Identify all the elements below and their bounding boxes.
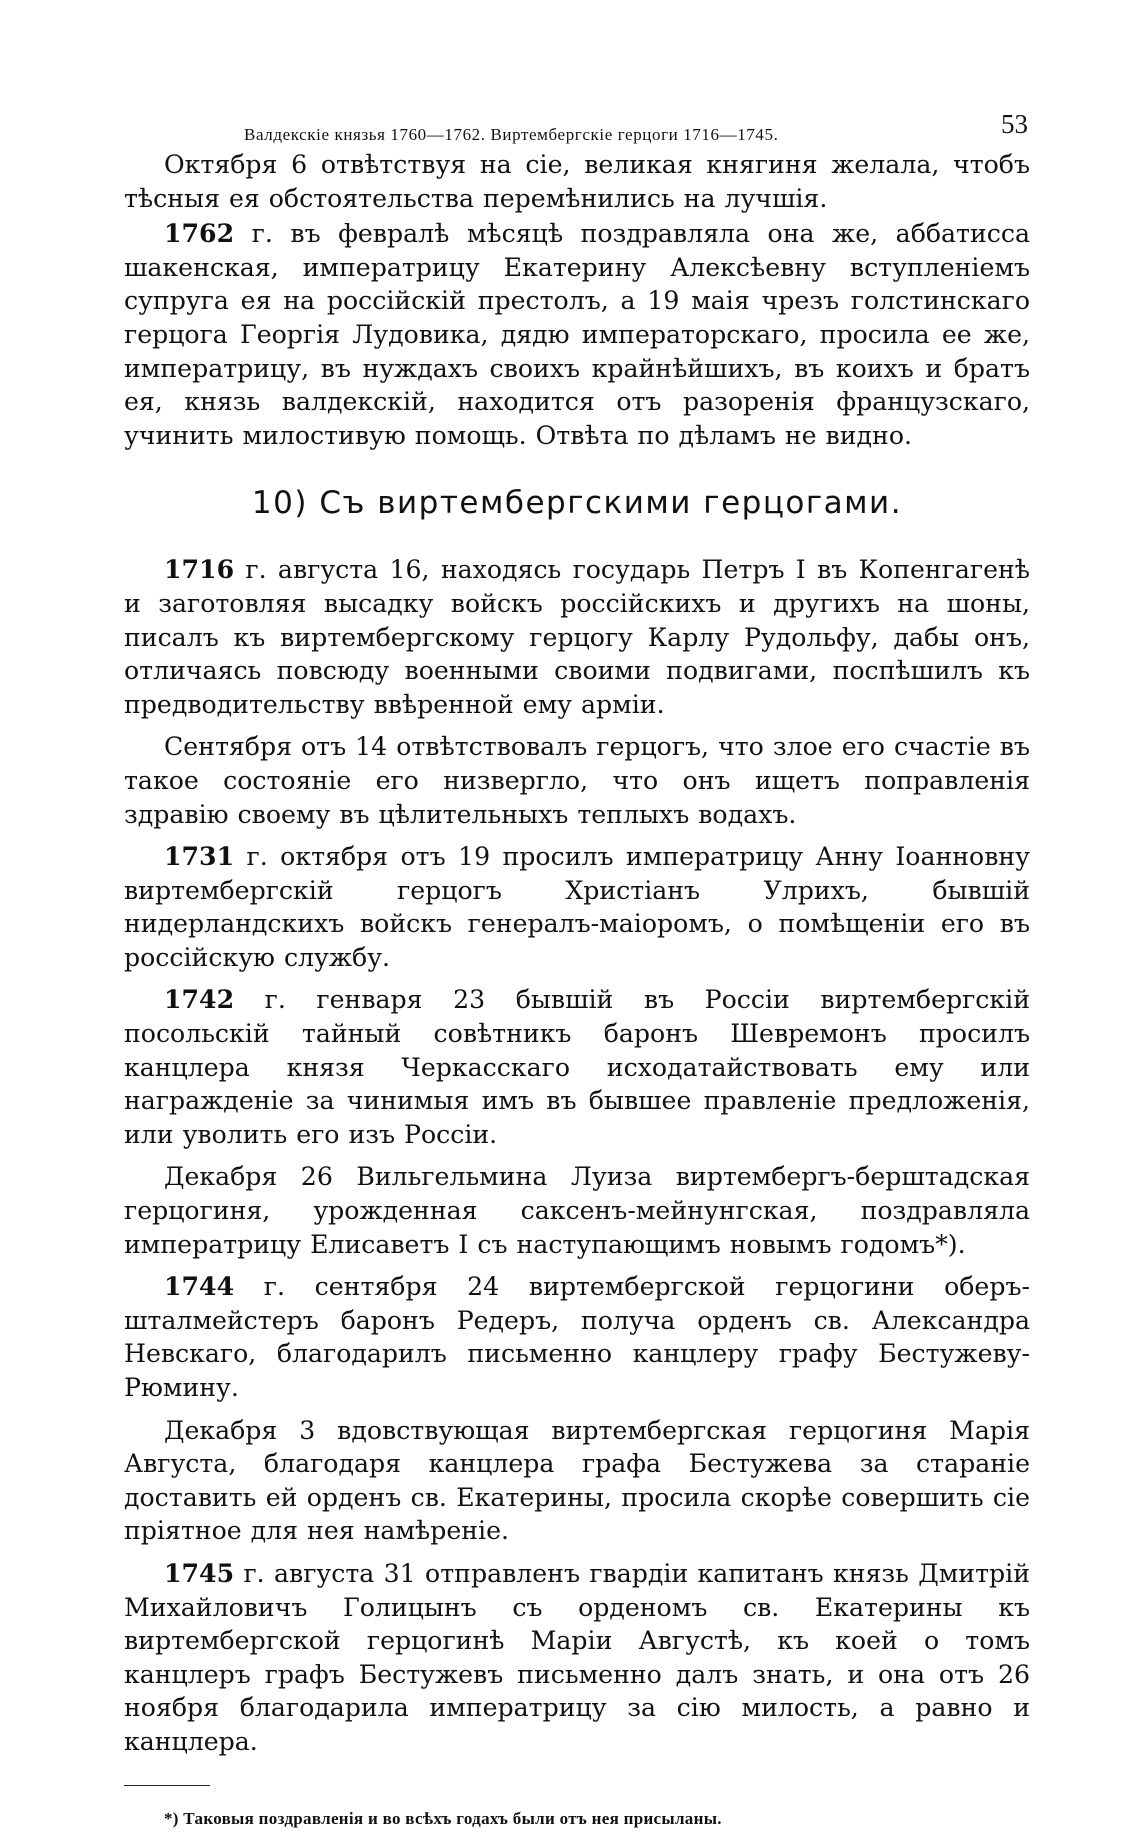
- footnote: *) Таковыя поздравленія и во всѣхъ годахъ были отъ нея присыланы.: [164, 1808, 722, 1828]
- paragraph-text: г. августа 31 отправленъ гвардіи капитанъ князь Дмитрій Михайловичъ Голицынъ съ орденомъ св. Екатерины къ виртембергской герцогинѣ Маріи Августѣ, къ коей о томъ канцлеръ графъ Бестужевъ письменно далъ знать, и она отъ 26 ноября благодарила императрицу за сію милость, а равно и канцлера.: [124, 1558, 1030, 1756]
- running-title: Валдекскіе князья 1760—1762. Виртембергскіе герцоги 1716—1745.: [244, 125, 779, 144]
- section-text-block: [124, 553, 1030, 1758]
- paragraph: [124, 553, 1030, 721]
- paragraph: [124, 840, 1030, 974]
- paragraph-text: Декабря 3 вдовствующая виртембергская герцогиня Марія Августа, благодаря канцлера графа Бестужева за стараніе доставить ей орденъ св. Екатерины, просила скорѣе совершить сіе пріятное для нея намѣреніе.: [124, 1415, 1030, 1546]
- paragraph-year: 1762: [164, 218, 235, 249]
- paragraph: [124, 1414, 1030, 1548]
- paragraph-year: 1742: [164, 984, 235, 1015]
- running-header: [124, 108, 1030, 148]
- paragraph: [124, 217, 1030, 452]
- paragraph-text: г. генваря 23 бывшій въ Россіи виртембергскій посольскій тайный совѣтникъ баронъ Шевремонъ просилъ канцлера князя Черкасскаго исходатайствовать ему или награжденіе за чинимыя имъ въ бывшее правленіе предложенія, или уволить его изъ Россіи.: [124, 985, 1030, 1149]
- intro-text-block: [124, 148, 1030, 452]
- paragraph-text: г. октября отъ 19 просилъ императрицу Анну Іоанновну виртембергскій герцогъ Христіанъ Улрихъ, бывшій нидерландскихъ войскъ генералъ-маіоромъ, о помѣщеніи его въ россійскую службу.: [124, 842, 1030, 972]
- paragraph-text: г. августа 16, находясь государь Петръ I въ Копенгагенѣ и заготовляя высадку войскъ россійскихъ и другихъ на шоны, писалъ къ виртембергскому герцогу Карлу Рудольфу, дабы онъ, отличаясь повсюду военными своими подвигами, поспѣшилъ къ предводительству ввѣренной ему арміи.: [124, 555, 1030, 719]
- section-heading: 10) Съ виртембергскими герцогами.: [251, 485, 903, 522]
- paragraph: [124, 148, 1030, 215]
- paragraph: [124, 983, 1030, 1151]
- paragraph-text: Сентября отъ 14 отвѣтствовалъ герцогъ, что злое его счастіе въ такое состояніе его низвергло, что онъ ищетъ поправленія здравію своему въ цѣлительныхъ теплыхъ водахъ.: [124, 732, 1030, 829]
- footnote-divider: [124, 1785, 210, 1786]
- paragraph-text: г. сентября 24 виртембергской герцогини оберъ-шталмейстеръ баронъ Редеръ, получа орденъ св. Александра Невскаго, благодарилъ письменно канцлеру графу Бестужеву-Рюмину.: [124, 1272, 1030, 1402]
- paragraph-text: Октября 6 отвѣтствуя на сіе, великая княгиня желала, чтобъ тѣсныя ея обстоятельства перемѣнились на лучшія.: [124, 150, 1030, 213]
- book-page: [124, 108, 1030, 1835]
- paragraph-text: г. въ февралѣ мѣсяцѣ поздравляла она же, аббатисса шакенская, императрицу Екатерину Алексѣевну вступленіемъ супруга ея на россійскій престолъ, а 19 маія чрезъ голстинскаго герцога Георгія Лудовика, дядю императорскаго, просила ее же, императрицу, въ нуждахъ своихъ крайнѣйшихъ, въ коихъ и братъ ея, князь валдекскій, находится отъ разоренія французскаго, учинить милостивую помощь. Отвѣта по дѣламъ не видно.: [124, 219, 1030, 450]
- paragraph-text: Декабря 26 Вильгельмина Луиза виртембергъ-берштадская герцогиня, урожденная саксенъ-мейнунгская, поздравляла императрицу Елисаветъ I съ наступающимъ новымъ годомъ*).: [124, 1162, 1030, 1259]
- paragraph-year: 1731: [164, 841, 235, 872]
- paragraph-year: 1744: [164, 1271, 235, 1302]
- paragraph: [124, 1557, 1030, 1759]
- page-number: 53: [1001, 109, 1028, 139]
- paragraph-year: 1745: [164, 1557, 235, 1588]
- paragraph: [124, 1160, 1030, 1261]
- paragraph-year: 1716: [164, 554, 235, 585]
- paragraph: [124, 730, 1030, 831]
- paragraph: [124, 1270, 1030, 1404]
